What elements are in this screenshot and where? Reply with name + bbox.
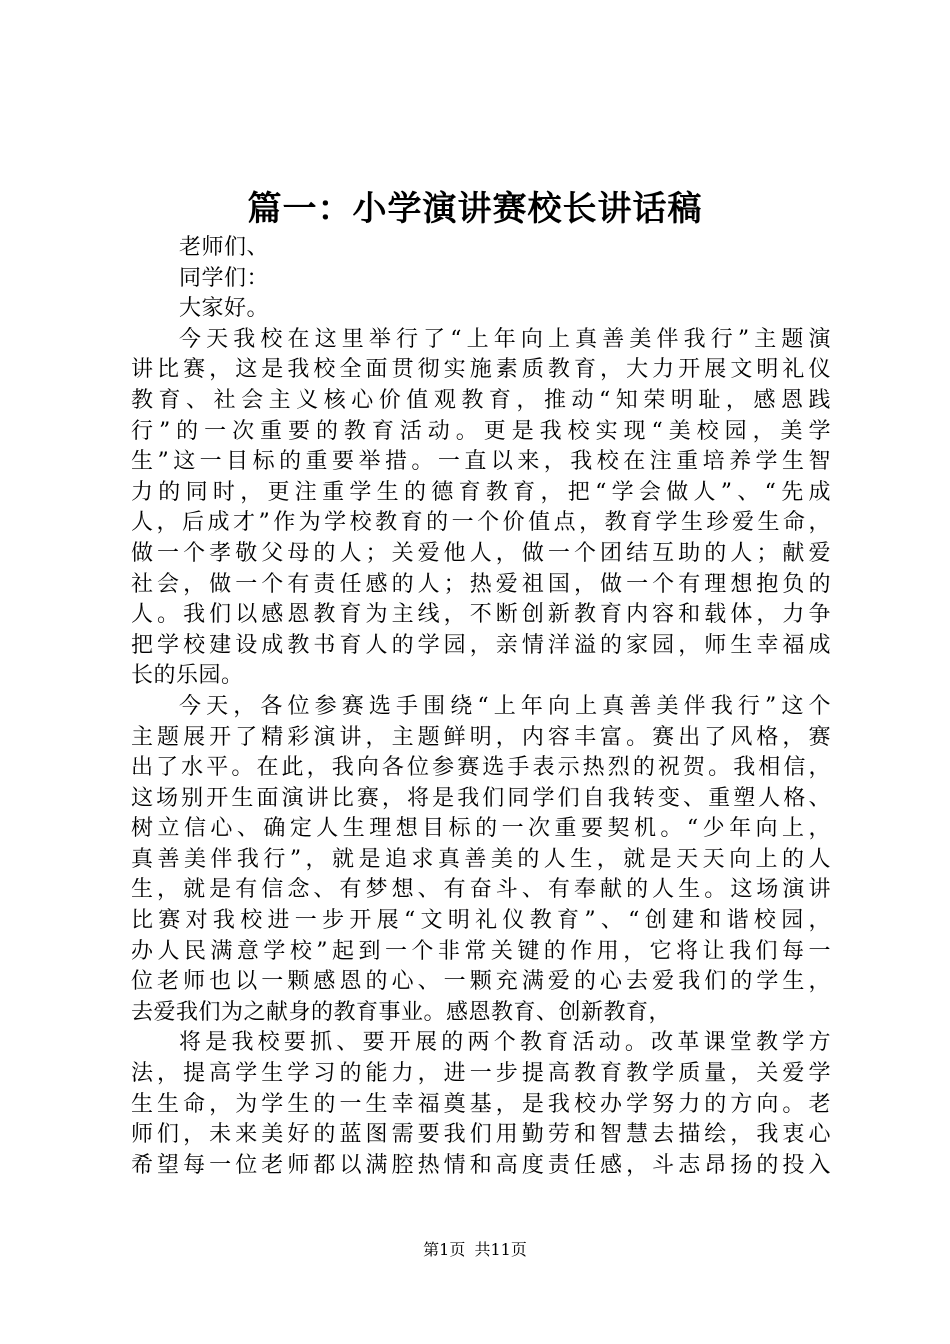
text-line: 真善美伴我行”，就是追求真善美的人生，就是天天向上的人 xyxy=(131,846,831,872)
text-line: 行”的一次重要的教育活动。更是我校实现“美校园，美学 xyxy=(131,418,831,444)
text-line: 人。我们以感恩教育为主线，不断创新教育内容和载体，力争 xyxy=(131,602,831,628)
text-line: 同学们： xyxy=(179,265,270,291)
text-line: 生生命，为学生的一生幸福奠基，是我校办学努力的方向。老 xyxy=(131,1091,831,1117)
text-line: 位老师也以一颗感恩的心、一颗充满爱的心去爱我们的学生， xyxy=(131,969,831,995)
text-line: 主题展开了精彩演讲，主题鲜明，内容丰富。赛出了风格，赛 xyxy=(131,724,831,750)
text-line: 今天我校在这里举行了“上年向上真善美伴我行”主题演 xyxy=(179,326,831,352)
text-line: 社会，做一个有责任感的人；热爱祖国，做一个有理想抱负的 xyxy=(131,571,831,597)
page-footer xyxy=(0,1238,950,1262)
text-line: 大家好。 xyxy=(179,296,270,322)
document-body xyxy=(131,233,831,1181)
text-line: 生，就是有信念、有梦想、有奋斗、有奉献的人生。这场演讲 xyxy=(131,877,831,903)
text-line: 生”这一目标的重要举措。一直以来，我校在注重培养学生智 xyxy=(131,449,831,475)
text-line: 老师们、 xyxy=(179,235,270,260)
text-line: 人，后成才”作为学校教育的一个价值点，教育学生珍爱生命， xyxy=(131,510,831,536)
text-line: 力的同时，更注重学生的德育教育，把“学会做人”、“先成 xyxy=(131,479,831,505)
text-line: 希望每一位老师都以满腔热情和高度责任感，斗志昂扬的投入 xyxy=(131,1152,831,1178)
text-line: 树立信心、确定人生理想目标的一次重要契机。“少年向上， xyxy=(131,816,831,842)
text-line: 办人民满意学校”起到一个非常关键的作用，它将让我们每一 xyxy=(131,938,831,964)
text-line: 讲比赛，这是我校全面贯彻实施素质教育，大力开展文明礼仪 xyxy=(131,357,831,383)
text-line: 今天，各位参赛选手围绕“上年向上真善美伴我行”这个 xyxy=(179,693,831,719)
text-line: 长的乐园。 xyxy=(131,663,244,689)
text-line: 将是我校要抓、要开展的两个教育活动。改革课堂教学方 xyxy=(179,1030,831,1056)
text-line: 把学校建设成教书育人的学园，亲情洋溢的家园，师生幸福成 xyxy=(131,632,831,658)
text-line: 师们，未来美好的蓝图需要我们用勤劳和智慧去描绘，我衷心 xyxy=(131,1122,831,1148)
text-line: 比赛对我校进一步开展“文明礼仪教育”、“创建和谐校园， xyxy=(131,908,831,934)
text-line: 出了水平。在此，我向各位参赛选手表示热烈的祝贺。我相信， xyxy=(131,755,831,781)
text-line: 教育、社会主义核心价值观教育，推动“知荣明耻，感恩践 xyxy=(131,387,831,413)
page-total: 共11页 xyxy=(474,1240,527,1259)
text-line: 法，提高学生学习的能力，进一步提高教育教学质量，关爱学 xyxy=(131,1061,831,1087)
text-line: 去爱我们为之献身的教育事业。感恩教育、创新教育， xyxy=(131,999,672,1025)
text-line: 这场别开生面演讲比赛，将是我们同学们自我转变、重塑人格、 xyxy=(131,785,831,811)
text-line: 做一个孝敬父母的人；关爱他人，做一个团结互助的人；献爱 xyxy=(131,540,831,566)
page-number: 第1页 xyxy=(423,1240,466,1259)
document-title: 篇一：小学演讲赛校长讲话稿 xyxy=(247,189,703,229)
